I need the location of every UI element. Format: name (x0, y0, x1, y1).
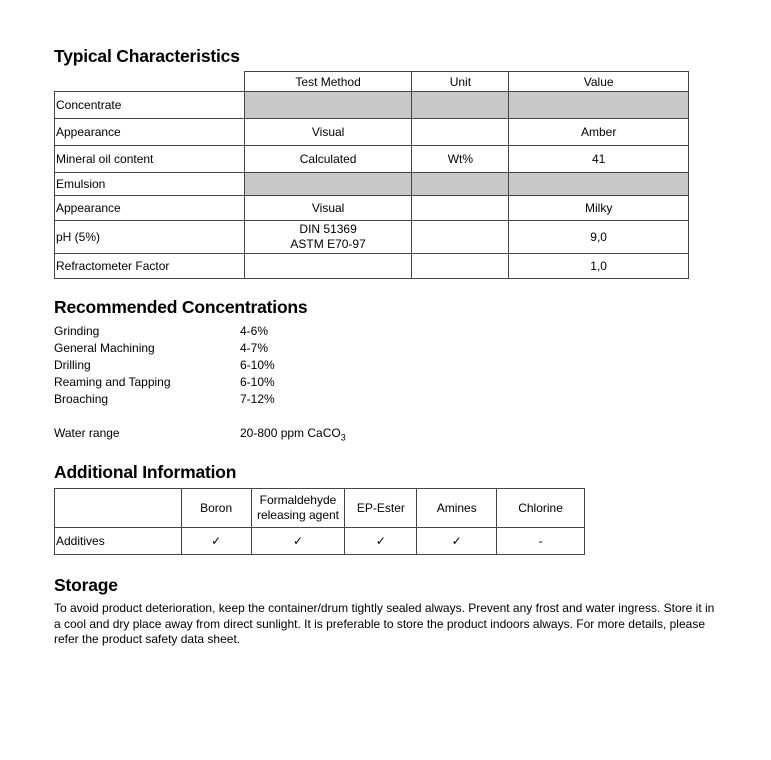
method-cell (244, 254, 412, 279)
concentration-value: 6-10% (240, 358, 275, 372)
application-label: Drilling (54, 358, 91, 372)
row-label: pH (5%) (55, 221, 245, 254)
additional-information-heading: Additional Information (54, 462, 237, 482)
table-row-additives (55, 528, 585, 555)
row-label: Refractometer Factor (55, 254, 245, 279)
unit-cell (412, 119, 509, 146)
water-range-value (240, 425, 346, 446)
header-chlorine: Chlorine (497, 489, 585, 528)
application-label: Grinding (54, 324, 100, 338)
table-row-concentrate (55, 92, 689, 119)
typical-characteristics-table (54, 71, 689, 279)
recommended-concentrations-heading: Recommended Concentrations (54, 297, 308, 317)
check-icon: ✓ (181, 528, 251, 555)
row-label: Mineral oil content (55, 146, 245, 173)
row-label: Appearance (55, 119, 245, 146)
list-item (54, 357, 275, 374)
method-line-2: ASTM E70-97 (290, 237, 366, 251)
typical-characteristics-heading: Typical Characteristics (54, 46, 240, 66)
method-cell (244, 92, 412, 119)
method-line-1: DIN 51369 (299, 222, 357, 236)
dash-cell: - (497, 528, 585, 555)
value-cell (509, 173, 689, 196)
method-cell (244, 173, 412, 196)
value-cell: 41 (509, 146, 689, 173)
concentration-value: 4-6% (240, 324, 269, 338)
table-row (55, 221, 689, 254)
header-value: Value (509, 72, 689, 92)
value-cell (509, 92, 689, 119)
concentration-value: 6-10% (240, 375, 275, 389)
list-item (54, 391, 275, 408)
row-label: Appearance (55, 196, 245, 221)
header-amines: Amines (417, 489, 497, 528)
header-boron: Boron (181, 489, 251, 528)
header-ep-ester: EP-Ester (345, 489, 417, 528)
row-label: Additives (55, 528, 182, 555)
water-range-row (54, 425, 346, 443)
water-range-subscript: 3 (340, 432, 346, 443)
unit-cell (412, 92, 509, 119)
table-row (55, 119, 689, 146)
header-formaldehyde-line-1: Formaldehyde (259, 493, 337, 507)
header-formaldehyde-line-2: releasing agent (256, 508, 340, 522)
unit-cell (412, 254, 509, 279)
value-cell: 9,0 (509, 221, 689, 254)
application-label: General Machining (54, 341, 155, 355)
value-cell: Milky (509, 196, 689, 221)
concentration-value: 4-7% (240, 341, 269, 355)
value-cell: 1,0 (509, 254, 689, 279)
concentrations-list (54, 323, 346, 443)
header-cell-empty (55, 72, 245, 92)
method-cell: Visual (244, 119, 412, 146)
unit-cell (412, 221, 509, 254)
value-cell: Amber (509, 119, 689, 146)
check-icon: ✓ (417, 528, 497, 555)
method-cell: Visual (244, 196, 412, 221)
list-item (54, 374, 275, 391)
table-row-emulsion (55, 173, 689, 196)
header-test-method: Test Method (244, 72, 412, 92)
concentration-value: 7-12% (240, 392, 275, 406)
row-label: Concentrate (55, 92, 245, 119)
additives-table (54, 488, 585, 555)
storage-paragraph: To avoid product deterioration, keep the container/drum tightly sealed always. Prevent any frost and water ingress. Store it in a cool and dry place away from direct sunlight. It is preferable to store the product indoors always. For more details, please refer the product safety data sheet. (54, 601, 715, 646)
water-range-label: Water range (54, 426, 120, 440)
header-formaldehyde (251, 489, 345, 528)
check-icon: ✓ (345, 528, 417, 555)
table-row (55, 146, 689, 173)
list-item (54, 323, 269, 340)
unit-cell (412, 196, 509, 221)
table-row (55, 254, 689, 279)
check-icon: ✓ (251, 528, 345, 555)
water-range-text: 20-800 ppm CaCO (240, 426, 341, 440)
application-label: Reaming and Tapping (54, 375, 171, 389)
header-unit: Unit (412, 72, 509, 92)
application-label: Broaching (54, 392, 109, 406)
table-header-row (55, 489, 585, 528)
method-cell (244, 221, 412, 254)
row-label: Emulsion (55, 173, 245, 196)
storage-heading: Storage (54, 575, 118, 595)
header-cell-empty (55, 489, 182, 528)
table-row (55, 196, 689, 221)
list-item (54, 340, 269, 357)
table-header-row (55, 72, 689, 92)
unit-cell: Wt% (412, 146, 509, 173)
method-cell: Calculated (244, 146, 412, 173)
unit-cell (412, 173, 509, 196)
